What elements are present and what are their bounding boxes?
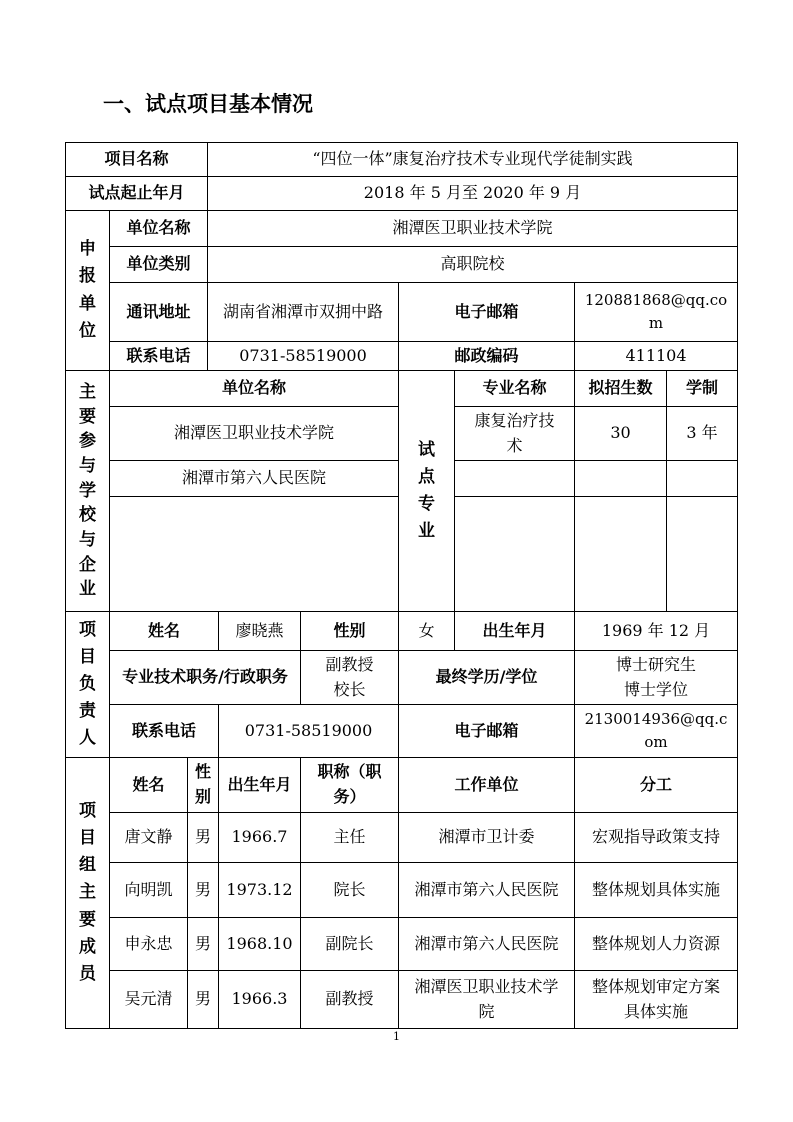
empty-cell (454, 496, 575, 612)
email-value: 120881868@qq.com (574, 282, 738, 342)
member-role: 整体规划审定方案具体实施 (574, 970, 738, 1029)
participants-section-label: 主要参与学校与企业 (65, 370, 110, 612)
empty-cell (666, 460, 738, 497)
address-label: 通讯地址 (109, 282, 208, 342)
leader-email-value: 2130014936@qq.com (574, 704, 738, 758)
empty-cell (574, 460, 667, 497)
enroll-header: 拟招生数 (574, 370, 667, 407)
member-workplace-header: 工作单位 (398, 757, 575, 813)
leader-degree-value: 博士研究生 博士学位 (574, 650, 738, 705)
participant-unit-empty (109, 496, 399, 612)
unit-type-label: 单位类别 (109, 246, 208, 283)
member-workplace: 湘潭医卫职业技术学院 (398, 970, 575, 1029)
period-value: 2018 年 5 月至 2020 年 9 月 (207, 176, 738, 211)
project-name-label: 项目名称 (65, 142, 208, 177)
leader-gender-label: 性别 (300, 611, 399, 651)
major-header: 专业名称 (454, 370, 575, 407)
empty-cell (666, 496, 738, 612)
postcode-label: 邮政编码 (398, 341, 575, 371)
enroll-value: 30 (574, 406, 667, 461)
empty-cell (574, 496, 667, 612)
unit-type-value: 高职院校 (207, 246, 738, 283)
member-workplace: 湘潭市第六人民医院 (398, 917, 575, 971)
section-title: 一、试点项目基本情况 (103, 92, 313, 116)
member-gender: 男 (187, 812, 219, 863)
member-birth: 1966.3 (218, 970, 301, 1029)
member-title-header: 职称（职务） (300, 757, 399, 813)
major-value: 康复治疗技术 (454, 406, 575, 461)
applicant-section-label: 申报单位 (65, 210, 110, 371)
project-name-value: “四位一体”康复治疗技术专业现代学徒制实践 (207, 142, 738, 177)
address-value: 湖南省湘潭市双拥中路 (207, 282, 399, 342)
participant-unit-header: 单位名称 (109, 370, 399, 407)
unit-name-label: 单位名称 (109, 210, 208, 247)
member-birth-header: 出生年月 (218, 757, 301, 813)
postcode-value: 411104 (574, 341, 738, 371)
member-name-header: 姓名 (109, 757, 188, 813)
member-role: 宏观指导政策支持 (574, 812, 738, 863)
page-number: 1 (393, 1030, 400, 1043)
member-gender: 男 (187, 917, 219, 971)
member-role: 整体规划人力资源 (574, 917, 738, 971)
member-birth: 1968.10 (218, 917, 301, 971)
member-gender-header: 性别 (187, 757, 219, 813)
leader-title-label: 专业技术职务/行政职务 (109, 650, 301, 705)
member-title: 副院长 (300, 917, 399, 971)
empty-cell (454, 460, 575, 497)
leader-gender-value: 女 (398, 611, 455, 651)
period-label: 试点起止年月 (65, 176, 208, 211)
members-section-label: 项目组主要成员 (65, 757, 110, 1029)
member-name: 吴元清 (109, 970, 188, 1029)
member-name: 唐文静 (109, 812, 188, 863)
member-title: 副教授 (300, 970, 399, 1029)
member-name: 申永忠 (109, 917, 188, 971)
duration-value: 3 年 (666, 406, 738, 461)
leader-email-label: 电子邮箱 (398, 704, 575, 758)
member-gender: 男 (187, 970, 219, 1029)
duration-header: 学制 (666, 370, 738, 407)
email-label: 电子邮箱 (398, 282, 575, 342)
pilot-major-label: 试点专业 (398, 370, 455, 612)
member-gender: 男 (187, 862, 219, 918)
leader-section-label: 项目负责人 (65, 611, 110, 758)
leader-title-value: 副教授 校长 (300, 650, 399, 705)
phone-label: 联系电话 (109, 341, 208, 371)
member-workplace: 湘潭市卫计委 (398, 812, 575, 863)
member-birth: 1966.7 (218, 812, 301, 863)
leader-birth-value: 1969 年 12 月 (574, 611, 738, 651)
member-role: 整体规划具体实施 (574, 862, 738, 918)
member-workplace: 湘潭市第六人民医院 (398, 862, 575, 918)
leader-birth-label: 出生年月 (454, 611, 575, 651)
participant-unit: 湘潭市第六人民医院 (109, 460, 399, 497)
leader-name-label: 姓名 (109, 611, 219, 651)
member-title: 主任 (300, 812, 399, 863)
member-role-header: 分工 (574, 757, 738, 813)
leader-degree-label: 最终学历/学位 (398, 650, 575, 705)
member-birth: 1973.12 (218, 862, 301, 918)
leader-phone-label: 联系电话 (109, 704, 219, 758)
leader-name-value: 廖晓燕 (218, 611, 301, 651)
unit-name-value: 湘潭医卫职业技术学院 (207, 210, 738, 247)
member-title: 院长 (300, 862, 399, 918)
participant-unit: 湘潭医卫职业技术学院 (109, 406, 399, 461)
phone-value: 0731-58519000 (207, 341, 399, 371)
member-name: 向明凯 (109, 862, 188, 918)
leader-phone-value: 0731-58519000 (218, 704, 399, 758)
